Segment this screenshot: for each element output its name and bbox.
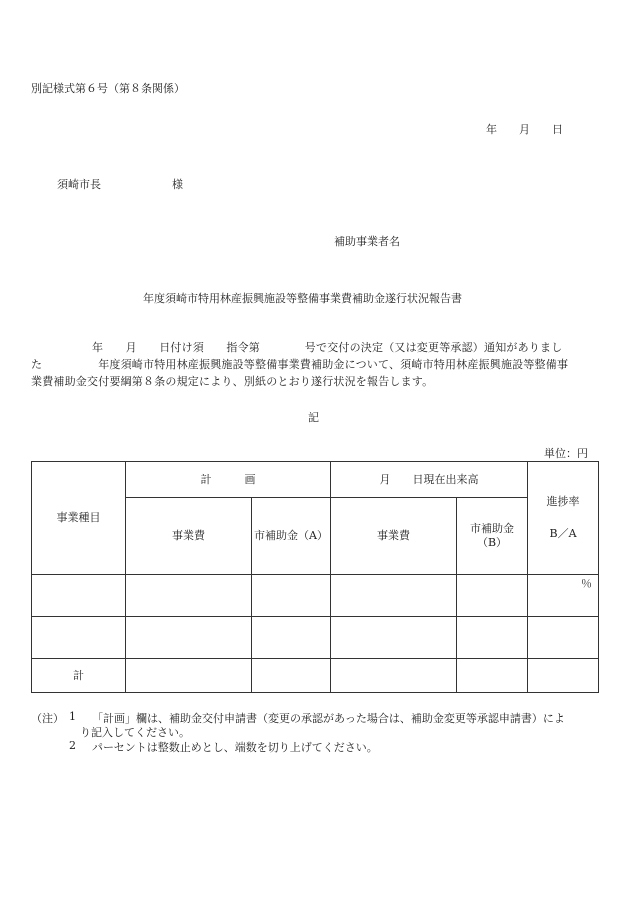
cell-empty	[457, 575, 528, 617]
city-subsidy-b-line2: （B）	[476, 536, 508, 549]
header-project-type: 事業種目	[32, 462, 126, 575]
header-plan: 計 画	[126, 462, 331, 498]
addressee-honorific: 様	[172, 178, 183, 191]
cell-percent	[528, 575, 599, 617]
cell-empty	[126, 575, 252, 617]
cell-empty	[331, 617, 457, 659]
cell-empty	[528, 659, 599, 693]
total-label: 計	[32, 659, 126, 693]
cell-empty	[32, 575, 126, 617]
notes-prefix: （注）	[31, 712, 64, 725]
ki-label: 記	[308, 411, 319, 424]
body-line-3: 業費補助金交付要綱第８条の規定により、別紙のとおり遂行状況を報告します。	[31, 375, 434, 388]
header-actual: 月 日現在出来高	[331, 462, 528, 498]
progress-label: 進捗率	[546, 495, 580, 508]
cell-empty	[126, 659, 252, 693]
header-progress	[528, 462, 599, 575]
cell-empty	[32, 617, 126, 659]
cell-empty	[252, 575, 331, 617]
note-1-number: 1	[69, 710, 76, 723]
percent-sign: ％	[581, 577, 592, 590]
applicant-label: 補助事業者名	[334, 235, 400, 248]
subheader-city-subsidy-a: 市補助金（A）	[252, 498, 331, 575]
note-2-text: パーセントは整数止めとし、端数を切り上げてください。	[92, 741, 378, 754]
form-id: 別記様式第６号（第８条関係）	[31, 82, 185, 95]
cell-empty	[331, 659, 457, 693]
note-1-line-1: 「計画」欄は、補助金交付申請書（変更の承認があった場合は、補助金変更等承認申請書）によ	[92, 712, 565, 725]
cell-empty	[457, 659, 528, 693]
cell-empty	[252, 617, 331, 659]
table-row	[32, 575, 599, 617]
cell-empty	[528, 617, 599, 659]
city-subsidy-b-line1: 市補助金	[470, 522, 514, 535]
document-title: 年度須崎市特用林産振興施設等整備事業費補助金遂行状況報告書	[143, 292, 462, 305]
note-1-line-2: り記入してください。	[80, 726, 190, 739]
table-row	[32, 617, 599, 659]
cell-empty	[252, 659, 331, 693]
note-2-number: 2	[69, 739, 76, 752]
cell-empty	[457, 617, 528, 659]
cell-empty	[331, 575, 457, 617]
progress-report-table	[31, 461, 599, 693]
table-row-total	[32, 659, 599, 693]
cell-empty	[126, 617, 252, 659]
progress-formula: B／A	[549, 527, 577, 540]
date-line: 年 月 日	[486, 123, 563, 136]
unit-label: 単位：円	[544, 447, 588, 460]
body-line-2: た 年度須崎市特用林産振興施設等整備事業費補助金について、須崎市特用林産振興施設等整備事	[31, 358, 569, 371]
subheader-project-cost: 事業費	[126, 498, 252, 575]
subheader-city-subsidy-b	[457, 498, 528, 575]
subheader-project-cost-2: 事業費	[331, 498, 457, 575]
addressee-mayor: 須崎市長	[57, 178, 101, 191]
body-line-1: 年 月 日付け須 指令第 号で交付の決定（又は変更等承認）通知がありまし	[92, 341, 563, 354]
